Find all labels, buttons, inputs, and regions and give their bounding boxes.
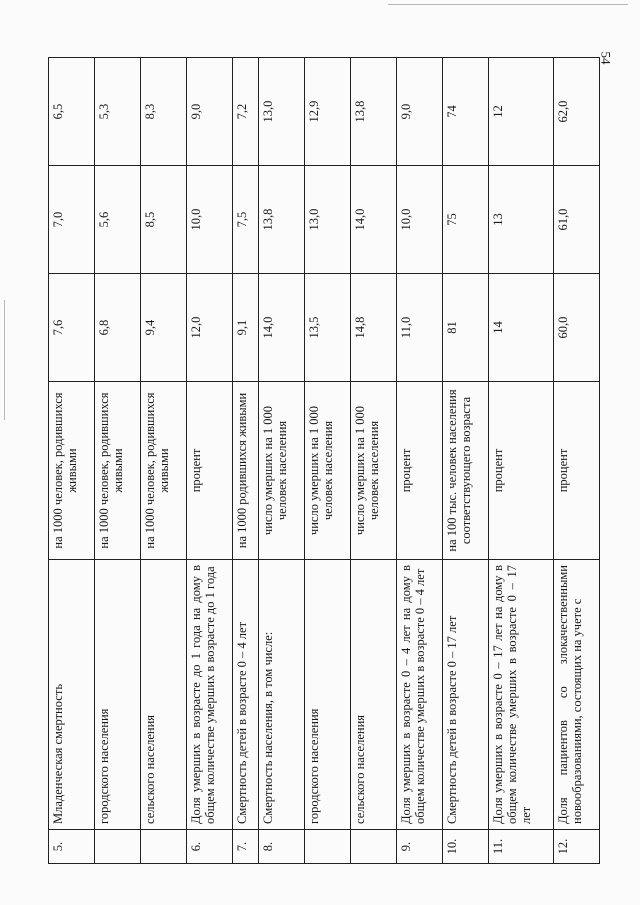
table-row [186,58,232,864]
table-row [259,58,305,864]
unit-cell: процент [488,382,553,560]
unit-cell: процент [396,382,442,560]
row-number-cell: 7. [232,830,258,864]
unit-cell: на 1000 человек, родившихся живыми [49,382,95,560]
indicator-name-cell: сельского населения [350,560,396,830]
table-row [140,58,186,864]
value-cell-2: 10,0 [186,166,232,274]
value-cell-1: 14,8 [350,274,396,382]
value-cell-1: 60,0 [553,274,599,382]
unit-cell: на 100 тыс. человек населения соответствующего возраста [442,382,488,560]
rotated-table-frame [48,58,600,864]
indicator-name-cell: Смертность населения, в том числе: [259,560,305,830]
indicator-name-cell: Смертность детей в возрасте 0 – 4 лет [232,560,258,830]
indicator-name-cell: Доля пациентов со злокачественными новообразованиями, состоящих на учете с [553,560,599,830]
value-cell-2: 13,0 [304,166,350,274]
page-number: 54 [598,51,614,65]
row-number-cell [140,830,186,864]
scan-mark-left [4,300,5,420]
value-cell-2: 10,0 [396,166,442,274]
value-cell-2: 7,0 [49,166,95,274]
value-cell-1: 7,6 [49,274,95,382]
value-cell-3: 62,0 [553,58,599,166]
value-cell-2: 75 [442,166,488,274]
indicator-name-cell: городского населения [304,560,350,830]
unit-cell: на 1000 родившихся живыми [232,382,258,560]
unit-cell: на 1000 человек, родившихся живыми [140,382,186,560]
row-number-cell: 10. [442,830,488,864]
row-number-cell: 6. [186,830,232,864]
table-row [304,58,350,864]
table-row [553,58,599,864]
row-number-cell: 5. [49,830,95,864]
row-number-cell [304,830,350,864]
value-cell-1: 11,0 [396,274,442,382]
value-cell-1: 14,0 [259,274,305,382]
value-cell-3: 5,3 [94,58,140,166]
value-cell-3: 12,9 [304,58,350,166]
value-cell-2: 7,5 [232,166,258,274]
value-cell-1: 81 [442,274,488,382]
row-number-cell: 11. [488,830,553,864]
unit-cell: процент [186,382,232,560]
value-cell-3: 6,5 [49,58,95,166]
indicator-name-cell: Младенческая смертность [49,560,95,830]
value-cell-1: 12,0 [186,274,232,382]
row-number-cell: 12. [553,830,599,864]
value-cell-1: 9,4 [140,274,186,382]
value-cell-3: 8,3 [140,58,186,166]
value-cell-3: 13,8 [350,58,396,166]
indicator-name-cell: Доля умерших в возрасте 0 – 17 лет на дому в общем количестве умерших в возрасте 0 – 17 лет [488,560,553,830]
value-cell-2: 14,0 [350,166,396,274]
indicator-name-cell: сельского населения [140,560,186,830]
unit-cell: число умерших на 1 000 человек населения [350,382,396,560]
value-cell-1: 6,8 [94,274,140,382]
value-cell-1: 9,1 [232,274,258,382]
unit-cell: число умерших на 1 000 человек населения [304,382,350,560]
scan-mark-top [388,4,628,5]
value-cell-2: 13,8 [259,166,305,274]
table-row [442,58,488,864]
row-number-cell [350,830,396,864]
value-cell-3: 74 [442,58,488,166]
row-number-cell [94,830,140,864]
value-cell-1: 13,5 [304,274,350,382]
table-body [49,58,600,864]
indicator-name-cell: городского населения [94,560,140,830]
value-cell-3: 12 [488,58,553,166]
indicator-name-cell: Смертность детей в возрасте 0 – 17 лет [442,560,488,830]
value-cell-3: 9,0 [186,58,232,166]
table-row [49,58,95,864]
value-cell-2: 5,6 [94,166,140,274]
table-row [488,58,553,864]
value-cell-1: 14 [488,274,553,382]
table-row [396,58,442,864]
value-cell-3: 13,0 [259,58,305,166]
indicator-table [48,57,600,864]
table-row [350,58,396,864]
value-cell-2: 61,0 [553,166,599,274]
unit-cell: число умерших на 1 000 человек населения [259,382,305,560]
table-row [94,58,140,864]
row-number-cell: 8. [259,830,305,864]
table-row [232,58,258,864]
value-cell-3: 9,0 [396,58,442,166]
value-cell-2: 13 [488,166,553,274]
rotated-table-container [48,58,600,864]
unit-cell: процент [553,382,599,560]
unit-cell: на 1000 человек, родившихся живыми [94,382,140,560]
indicator-name-cell: Доля умерших в возрасте 0 – 4 лет на дому в общем количестве умерших в возрасте 0 – 4 лет [396,560,442,830]
value-cell-2: 8,5 [140,166,186,274]
indicator-name-cell: Доля умерших в возрасте до 1 года на дому в общем количестве умерших в возрасте до 1 года [186,560,232,830]
row-number-cell: 9. [396,830,442,864]
value-cell-3: 7,2 [232,58,258,166]
